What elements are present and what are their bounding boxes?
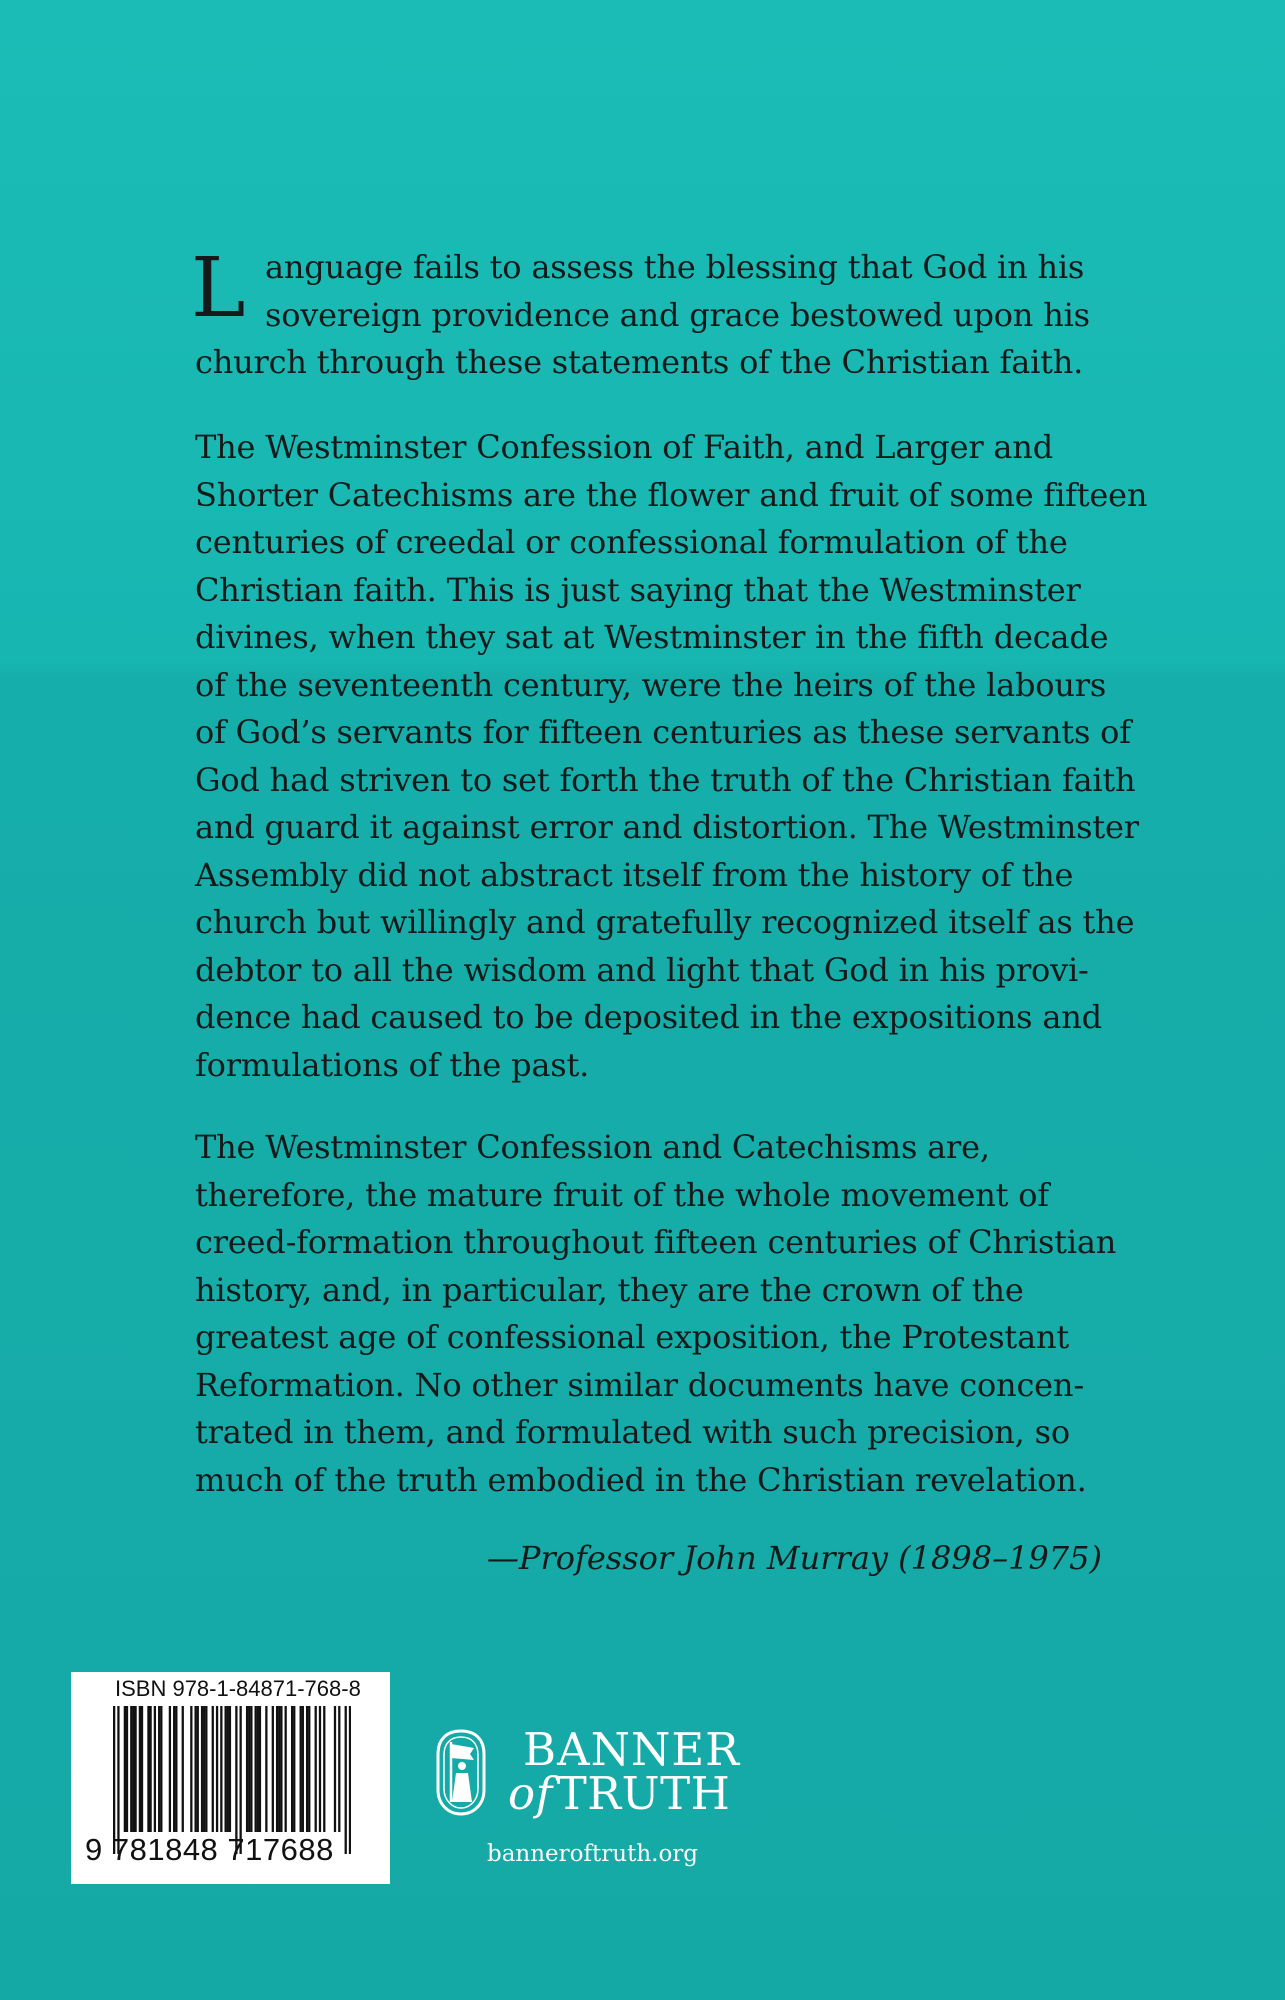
barcode-bar [201, 1706, 203, 1832]
barcode-bar [315, 1706, 317, 1832]
publisher-logo [430, 1725, 760, 1885]
barcode-bar [246, 1706, 248, 1832]
drop-cap: L [191, 241, 246, 336]
barcode-bar [173, 1706, 175, 1832]
barcode-bar [338, 1706, 340, 1832]
barcode-bar [203, 1706, 205, 1832]
banner-of-truth-emblem-icon [430, 1728, 492, 1818]
barcode-bar [130, 1706, 132, 1832]
barcode-bar [276, 1706, 278, 1832]
barcode-bar [169, 1706, 171, 1832]
barcode-bar [132, 1706, 134, 1832]
barcode-bar [149, 1706, 151, 1832]
text-line: creed-formation throughout fifteen centuries of Christian [195, 1223, 1117, 1261]
barcode-bar [285, 1706, 287, 1832]
barcode-bar [259, 1706, 261, 1832]
barcode-bar [190, 1706, 192, 1832]
text-line: formulations of the past. [195, 1045, 590, 1084]
isbn-barcode [71, 1672, 390, 1884]
barcode-bar [255, 1706, 257, 1832]
logo-truth-word: TRUTH [556, 1767, 731, 1820]
logo-banner-text: BANNER [523, 1723, 741, 1776]
barcode-bar [139, 1706, 141, 1832]
barcode-bar [272, 1706, 274, 1832]
publisher-website: banneroftruth.org [487, 1841, 699, 1867]
text-line: The Westminster Confession of Faith, and Larger and [195, 428, 1053, 466]
text-line: centuries of creedal or confessional formulation of the [195, 523, 1068, 561]
quote-attribution: —Professor John Murray (1898–1975) [486, 1539, 1102, 1577]
logo-of-truth-text [508, 1769, 730, 1819]
text-line: Reformation. No other similar documents have concen- [195, 1365, 1084, 1404]
isbn-label: ISBN 978-1-84871-768-8 [115, 1676, 361, 1701]
barcode-bar [212, 1706, 214, 1832]
barcode-bar [225, 1706, 227, 1832]
barcode-bar [280, 1706, 282, 1832]
body-paragraph [195, 1124, 1115, 1504]
text-line: trated in them, and formulated with such precision, so [195, 1413, 1070, 1451]
barcode-bar [197, 1706, 199, 1832]
logo-of-word: of [508, 1767, 553, 1820]
text-line: of God’s servants for fifteen centuries as these servants of [195, 713, 1131, 751]
text-line: divines, when they sat at Westminster in the fifth decade [195, 618, 1109, 656]
barcode-bar [334, 1706, 336, 1832]
barcode-bar [154, 1706, 156, 1832]
barcode-bar [306, 1706, 308, 1832]
barcode-bar [227, 1706, 229, 1832]
barcode-bar [293, 1706, 295, 1832]
barcode-bar [175, 1706, 177, 1832]
text-line: debtor to all the wisdom and light that God in his provi- [195, 950, 1089, 989]
barcode-bar [182, 1706, 184, 1832]
intro-paragraph [191, 241, 1115, 387]
barcode-bar [141, 1706, 143, 1832]
barcode-bar [220, 1706, 222, 1832]
barcode-bar [205, 1706, 207, 1832]
barcode-bar [278, 1706, 280, 1832]
barcode-bar [229, 1706, 231, 1832]
barcode-bar [308, 1706, 310, 1832]
text-line: Assembly did not abstract itself from the history of the [195, 855, 1074, 894]
text-line: dence had caused to be deposited in the expositions and [195, 998, 1102, 1036]
barcode-bar [160, 1706, 162, 1832]
body-paragraph [195, 424, 1148, 1089]
text-line: much of the truth embodied in the Christian revelation. [195, 1460, 1087, 1499]
text-line: and guard it against error and distortion. The Westminster [195, 808, 1139, 846]
barcode-bar [349, 1706, 351, 1854]
text-line: therefore, the mature fruit of the whole movement of [195, 1175, 1049, 1214]
barcode-bar [124, 1706, 126, 1832]
barcode-bar [323, 1706, 325, 1832]
barcode-bar [194, 1706, 196, 1832]
barcode-bar [257, 1706, 259, 1832]
text-line: sovereign providence and grace bestowed upon his [265, 295, 1090, 334]
barcode-bar [345, 1706, 347, 1854]
barcode-bar [265, 1706, 267, 1832]
barcode-bar [291, 1706, 293, 1832]
text-line: anguage fails to assess the blessing that God in his [265, 248, 1085, 286]
barcode-bar [300, 1706, 302, 1832]
barcode-bar [216, 1706, 218, 1832]
text-line: Christian faith. This is just saying that the Westminster [195, 570, 1081, 609]
barcode-digits: 9 781848 717688 [85, 1832, 334, 1867]
text-line: greatest age of confessional exposition, the Protestant [195, 1318, 1070, 1356]
text-line: of the seventeenth century, were the heirs of the labours [195, 665, 1107, 704]
barcode-bar [126, 1706, 128, 1832]
text-line: God had striven to set forth the truth of the Christian faith [195, 760, 1136, 799]
text-line: Shorter Catechisms are the flower and fruit of some fifteen [195, 475, 1148, 514]
barcode-bar [158, 1706, 160, 1832]
text-line: history, and, in particular, they are the crown of the [195, 1270, 1024, 1309]
barcode-bar [319, 1706, 321, 1832]
barcode-bar [302, 1706, 304, 1832]
barcode-bar [147, 1706, 149, 1832]
text-line: The Westminster Confession and Catechisms are, [195, 1128, 990, 1166]
barcode-bar [134, 1706, 136, 1832]
text-line: church but willingly and gratefully recognized itself as the [195, 903, 1135, 941]
barcode-bar [248, 1706, 250, 1832]
text-line: church through these statements of the Christian faith. [195, 343, 1084, 381]
barcode-bar [250, 1706, 252, 1832]
